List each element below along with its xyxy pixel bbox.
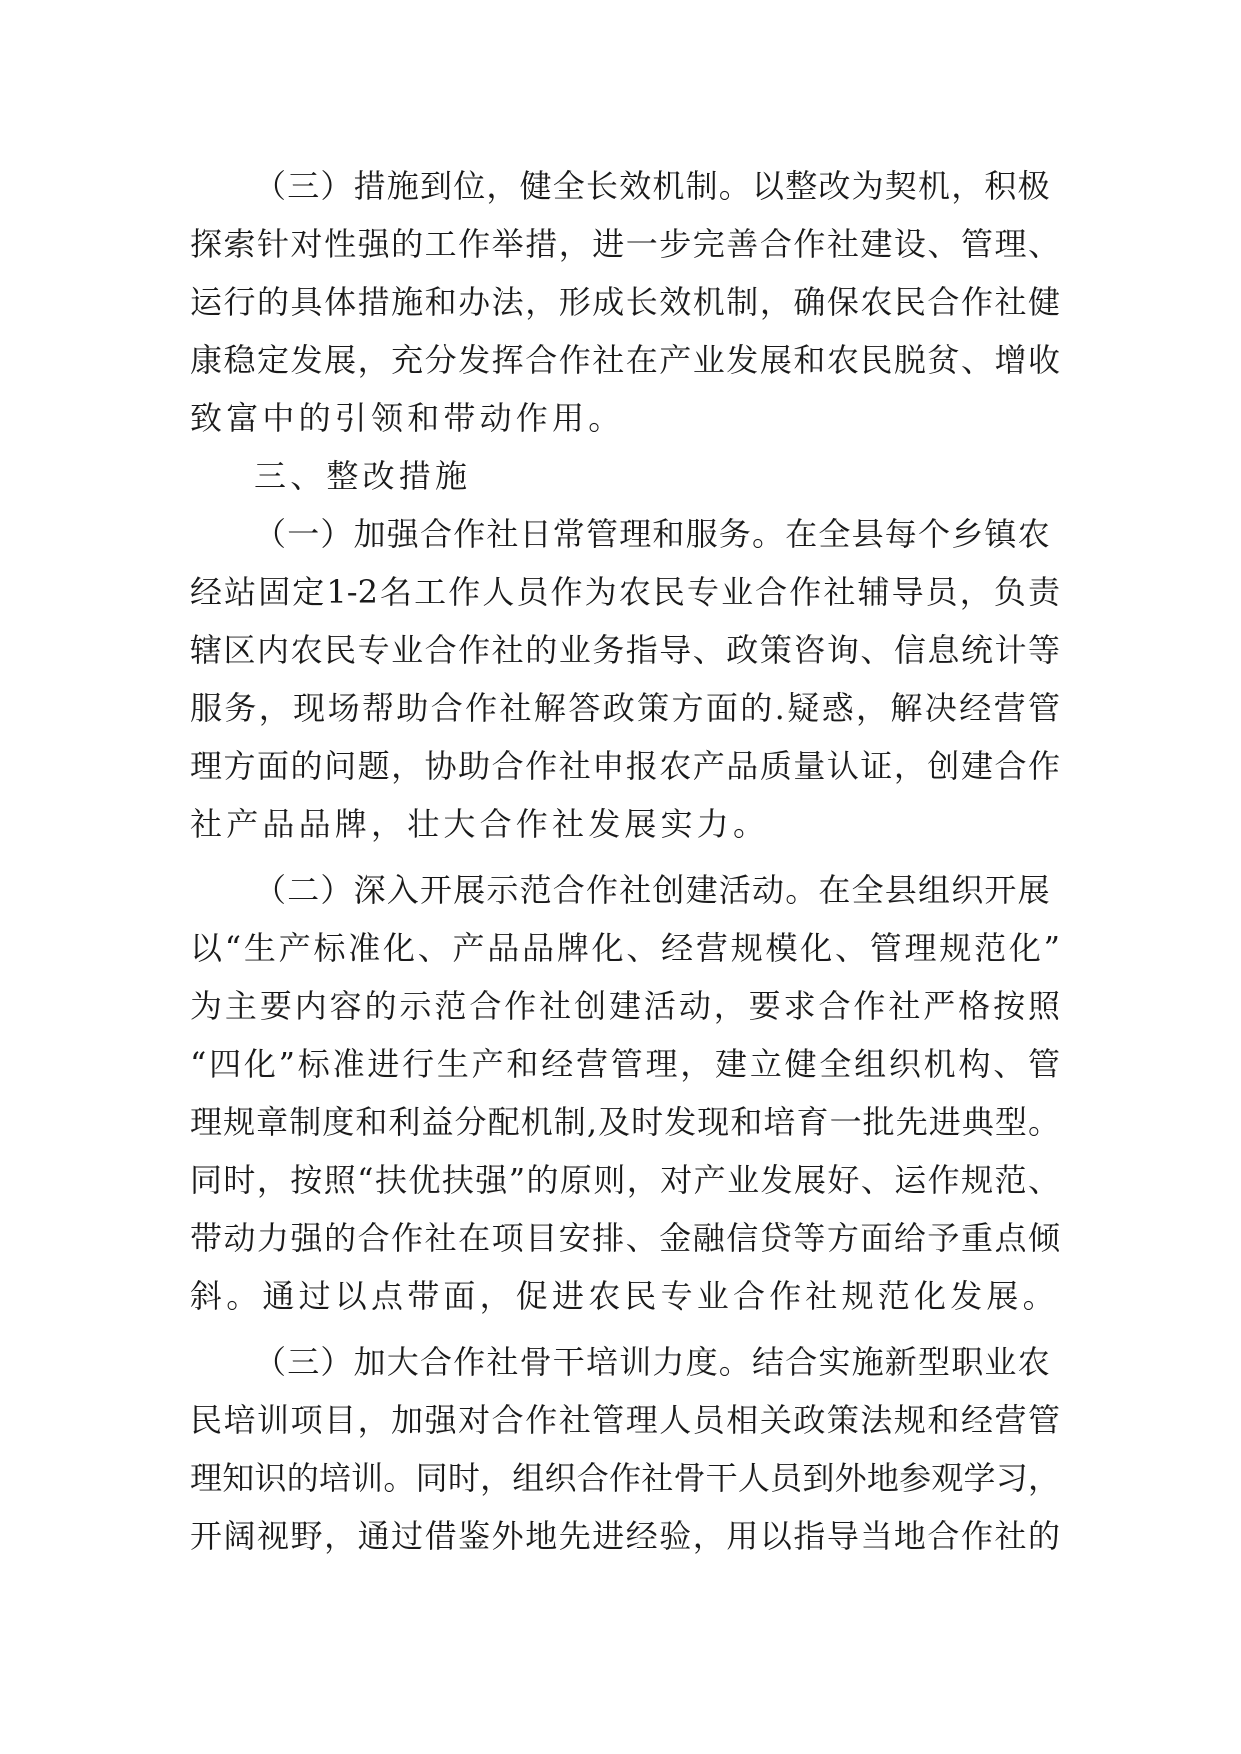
- paragraph-line: （一）加强合作社日常管理和服务。在全县每个乡镇农: [254, 515, 1051, 553]
- paragraph-line: 理规章制度和利益分配机制,及时发现和培育一批先进典型。: [190, 1103, 1060, 1141]
- paragraph-line: 致富中的引领和带动作用。: [190, 399, 625, 437]
- paragraph-line: 斜。通过以点带面，促进农民专业合作社规范化发展。: [190, 1277, 1059, 1315]
- paragraph-line: 康稳定发展，充分发挥合作社在产业发展和农民脱贫、增收: [190, 341, 1060, 379]
- paragraph-line: “四化”标准进行生产和经营管理，建立健全组织机构、管: [190, 1045, 1060, 1083]
- paragraph-line: 经站固定1-2名工作人员作为农民专业合作社辅导员，负责: [190, 573, 1060, 611]
- paragraph-line: 社产品品牌，壮大合作社发展实力。: [190, 805, 770, 843]
- paragraph-line: 为主要内容的示范合作社创建活动，要求合作社严格按照: [190, 987, 1060, 1025]
- paragraph-line: 探索针对性强的工作举措，进一步完善合作社建设、管理、: [190, 225, 1060, 263]
- paragraph-line: 以“生产标准化、产品品牌化、经营规模化、管理规范化”: [190, 929, 1060, 967]
- paragraph-line: 同时，按照“扶优扶强”的原则，对产业发展好、运作规范、: [190, 1161, 1060, 1199]
- paragraph-line: （二）深入开展示范合作社创建活动。在全县组织开展: [254, 871, 1051, 909]
- paragraph-line: （三）加大合作社骨干培训力度。结合实施新型职业农: [254, 1343, 1051, 1381]
- paragraph-line: 理知识的培训。同时，组织合作社骨干人员到外地参观学习，: [190, 1459, 1060, 1497]
- paragraph-line: 开阔视野，通过借鉴外地先进经验，用以指导当地合作社的: [190, 1517, 1060, 1555]
- paragraph-line: 服务，现场帮助合作社解答政策方面的.疑惑，解决经营管: [190, 689, 1060, 727]
- paragraph-line: 民培训项目，加强对合作社管理人员相关政策法规和经营管: [190, 1401, 1060, 1439]
- paragraph-line: 运行的具体措施和办法，形成长效机制，确保农民合作社健: [190, 283, 1060, 321]
- paragraph-line: 带动力强的合作社在项目安排、金融信贷等方面给予重点倾: [190, 1219, 1060, 1257]
- paragraph-line: （三）措施到位，健全长效机制。以整改为契机，积极: [254, 167, 1051, 205]
- paragraph-line: 辖区内农民专业合作社的业务指导、政策咨询、信息统计等: [190, 631, 1060, 669]
- section-heading: 三、整改措施: [254, 457, 472, 495]
- paragraph-line: 理方面的问题，协助合作社申报农产品质量认证，创建合作: [190, 747, 1060, 785]
- document-body: [190, 157, 1060, 1565]
